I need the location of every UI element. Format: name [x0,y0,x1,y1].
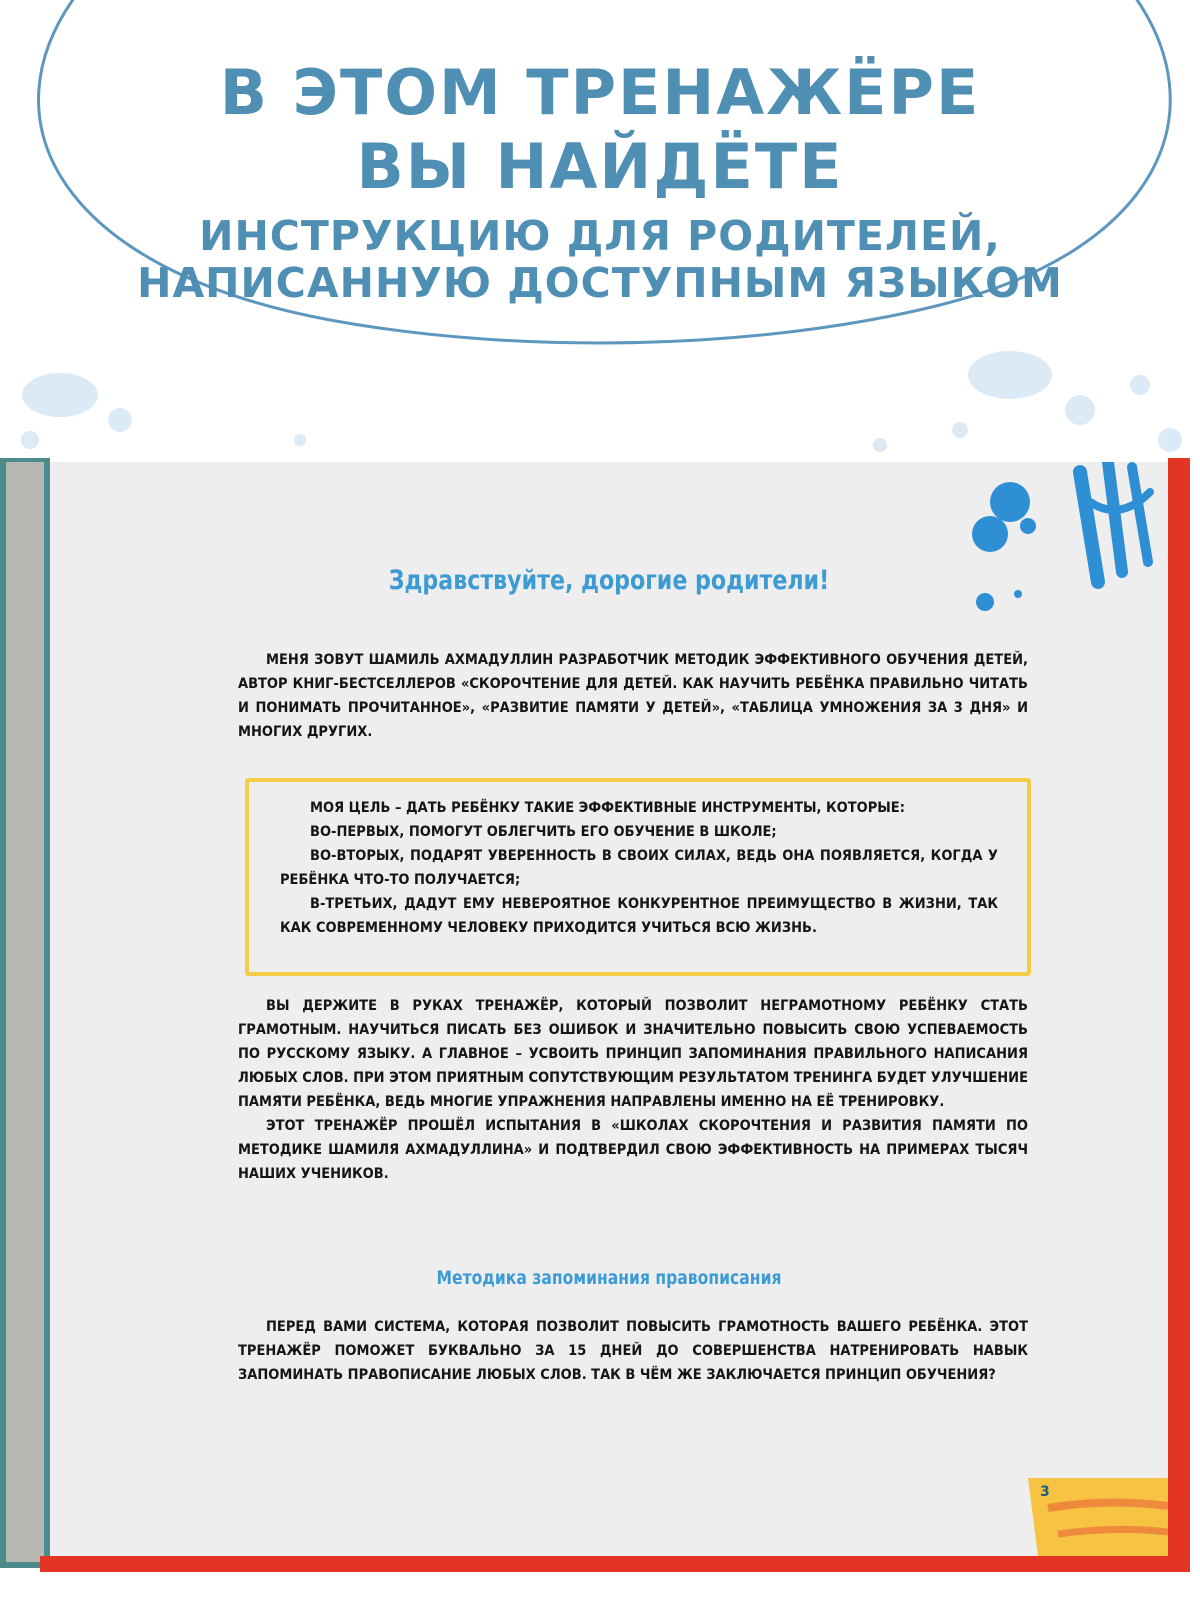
paint-splash-decoration [21,351,1182,452]
book-cover-right [1168,458,1190,1570]
goal-box-text [280,796,998,940]
testing-paragraph: ЭТОТ ТРЕНАЖЁР ПРОШЁЛ ИСПЫТАНИЯ В «ШКОЛАХ СКОРОЧТЕНИЯ И РАЗВИТИЯ ПАМЯТИ ПО МЕТОДИКЕ ШАМИЛЯ АХМАДУЛЛИНА» И ПОДТВЕРДИЛ СВОЮ ЭФФЕКТИВНОСТЬ НА ПРИМЕРАХ ТЫСЯЧ НАШИХ УЧЕНИКОВ. [238,1118,1028,1182]
book-page [50,462,1168,1556]
page-number: 3 [1040,1484,1050,1500]
goal-item-second: ВО-ВТОРЫХ, ПОДАРЯТ УВЕРЕННОСТЬ В СВОИХ СИЛАХ, ВЕДЬ ОНА ПОЯВЛЯЕТСЯ, КОГДА У РЕБЁНКА ЧТО-ТО ПОЛУЧАЕТСЯ; [280,848,998,888]
method-paragraph: ПЕРЕД ВАМИ СИСТЕМА, КОТОРАЯ ПОЗВОЛИТ ПОВЫСИТЬ ГРАМОТНОСТЬ ВАШЕГО РЕБЁНКА. ЭТОТ ТРЕНАЖЁР ПОМОЖЕТ БУКВАЛЬНО ЗА 15 ДНЕЙ ДО СОВЕРШЕНСТВА НАТРЕНИРОВАТЬ НАВЫК ЗАПОМИНАТЬ ПРАВОПИСАНИЕ ЛЮБЫХ СЛОВ. ТАК В ЧЁМ ЖЕ ЗАКЛЮЧАЕТСЯ ПРИНЦИП ОБУЧЕНИЯ? [238,1319,1028,1383]
blue-brush-stroke [1080,462,1150,582]
header-line-1: В ЭТОМ ТРЕНАЖЁРЕ [219,56,981,129]
trainer-paragraph: ВЫ ДЕРЖИТЕ В РУКАХ ТРЕНАЖЁР, КОТОРЫЙ ПОЗВОЛИТ НЕГРАМОТНОМУ РЕБЁНКУ СТАТЬ ГРАМОТНЫМ. НАУЧИТЬСЯ ПИСАТЬ БЕЗ ОШИБОК И ЗНАЧИТЕЛЬНО ПОВЫСИТЬ СВОЮ УСПЕВАЕМОСТЬ ПО РУССКОМУ ЯЗЫКУ. А ГЛАВНОЕ – УСВОИТЬ ПРИНЦИП ЗАПОМИНАНИЯ ПРАВИЛЬНОГО НАПИСАНИЯ ЛЮБЫХ СЛОВ. ПРИ ЭТОМ ПРИЯТНЫМ СОПУТСТВУЮЩИМ РЕЗУЛЬТАТОМ ТРЕНИНГА БУДЕТ УЛУЧШЕНИЕ ПАМЯТИ РЕБЁНКА, ВЕДЬ МНОГИЕ УПРАЖНЕНИЯ НАПРАВЛЕНЫ ИМЕННО НА ЕЁ ТРЕНИРОВКУ. [238,998,1028,1110]
book-cover-bottom [40,1556,1190,1572]
goal-intro: МОЯ ЦЕЛЬ – ДАТЬ РЕБЁНКУ ТАКИЕ ЭФФЕКТИВНЫЕ ИНСТРУМЕНТЫ, КОТОРЫЕ: [310,800,905,816]
book-spine [6,462,44,1562]
trainer-description [238,994,1028,1186]
intro-paragraph: МЕНЯ ЗОВУТ ШАМИЛЬ АХМАДУЛЛИН РАЗРАБОТЧИК МЕТОДИК ЭФФЕКТИВНОГО ОБУЧЕНИЯ ДЕТЕЙ, АВТОР КНИГ-БЕСТСЕЛЛЕРОВ «СКОРОЧТЕНИЕ ДЛЯ ДЕТЕЙ. КАК НАУЧИТЬ РЕБЁНКА ПРАВИЛЬНО ЧИТАТЬ И ПОНИМАТЬ ПРОЧИТАННОЕ», «РАЗВИТИЕ ПАМЯТИ У ДЕТЕЙ», «ТАБЛИЦА УМНОЖЕНИЯ ЗА 3 ДНЯ» И МНОГИХ ДРУГИХ. [238,652,1028,740]
greeting-heading: Здравствуйте, дорогие родители! [388,565,830,596]
goal-item-third: В-ТРЕТЬИХ, ДАДУТ ЕМУ НЕВЕРОЯТНОЕ КОНКУРЕНТНОЕ ПРЕИМУЩЕСТВО В ЖИЗНИ, ТАК КАК СОВРЕМЕННОМУ ЧЕЛОВЕКУ ПРИХОДИТСЯ УЧИТЬСЯ ВСЮ ЖИЗНЬ. [280,896,998,936]
goal-item-first: ВО-ПЕРВЫХ, ПОМОГУТ ОБЛЕГЧИТЬ ЕГО ОБУЧЕНИЕ В ШКОЛЕ; [310,824,777,840]
header-line-4: НАПИСАННУЮ ДОСТУПНЫМ ЯЗЫКОМ [137,259,1063,307]
method-subheading: Методика запоминания правописания [436,1267,782,1289]
header-line-3: ИНСТРУКЦИЮ ДЛЯ РОДИТЕЛЕЙ, [199,212,1001,260]
header-line-2: ВЫ НАЙДЁТЕ [356,130,844,203]
